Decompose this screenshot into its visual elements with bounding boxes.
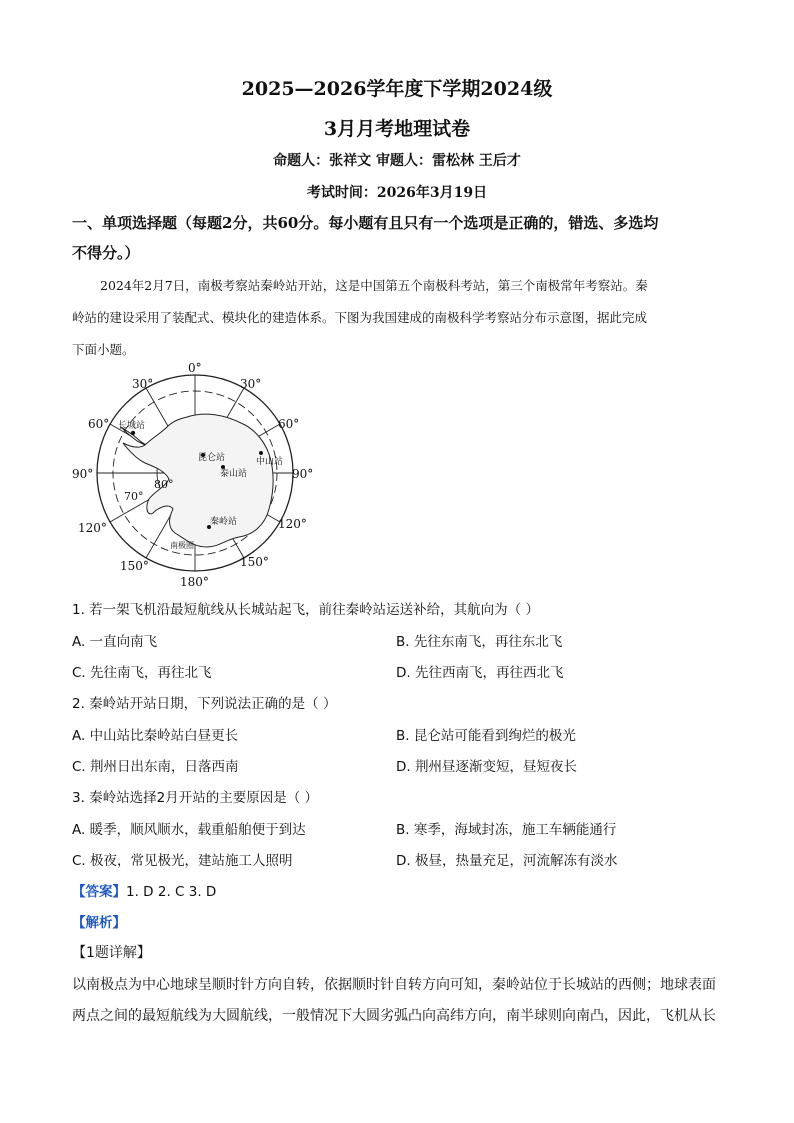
lat-label-80: 80°: [154, 478, 174, 491]
changcheng-station-label: 长城站: [118, 421, 146, 431]
question-3-stem: 3. 秦岭站选择2月开站的主要原因是（ ）: [72, 790, 319, 806]
lon-label-120w: 120°: [78, 521, 107, 535]
lon-label-180: 180°: [180, 575, 209, 589]
lat-label-70: 70°: [124, 490, 144, 503]
exam-authors: 命题人：张祥文 审题人：雷松林 王后才: [273, 153, 521, 169]
passage-line-2: 岭站的建设采用了装配式、模块化的建造体系。下图为我国建成的南极科学考察站分布示意图，据此完成: [72, 310, 648, 325]
taishan-station-label: 泰山站: [220, 469, 248, 479]
antarctic-circle-label: 南极圈: [170, 541, 194, 550]
question-3-option-d[interactable]: D. 极昼，热量充足，河流解冻有淡水: [396, 853, 618, 869]
lon-label-90w: 90°: [72, 467, 94, 481]
zhongshan-station-marker: [259, 451, 263, 455]
answer-row: [72, 880, 216, 900]
question-2-option-a[interactable]: A. 中山站比秦岭站白昼更长: [72, 728, 239, 744]
question-1-option-a[interactable]: A. 一直向南飞: [72, 634, 158, 650]
lon-label-90e: 90°: [292, 467, 314, 481]
passage-line-3: 下面小题。: [72, 342, 135, 357]
exam-title-line2: 3月月考地理试卷: [323, 118, 471, 140]
lon-label-60e: 60°: [278, 417, 300, 431]
lon-label-0: 0°: [188, 361, 202, 375]
question-3-option-b[interactable]: B. 寒季，海域封冻，施工车辆能通行: [396, 822, 617, 838]
question-2-option-b[interactable]: B. 昆仑站可能看到绚烂的极光: [396, 728, 576, 744]
analysis-q1-label: 【1题详解】: [72, 945, 151, 961]
exam-title-line1: 2025—2026学年度下学期2024级: [241, 78, 553, 100]
section-heading-cont: 不得分。）: [72, 244, 140, 262]
lon-label-150e: 150°: [240, 555, 269, 569]
antarctica-outline: [123, 414, 273, 547]
analysis-label: 【解析】: [72, 915, 126, 931]
qinling-station-label: 秦岭站: [210, 517, 238, 527]
answer-values: 1. D 2. C 3. D: [126, 884, 217, 900]
exam-time: 考试时间：2026年3月19日: [306, 185, 488, 201]
lon-label-120e: 120°: [278, 517, 307, 531]
lon-label-30e: 30°: [240, 377, 262, 391]
answer-label: 【答案】: [72, 884, 126, 900]
analysis-line-1: 以南极点为中心地球呈顺时针方向自转，依据顺时针自转方向可知，秦岭站位于长城站的西侧；地球表面: [72, 977, 716, 993]
question-1-option-c[interactable]: C. 先往南飞，再往北飞: [72, 665, 212, 681]
question-1-stem: 1. 若一架飞机沿最短航线从长城站起飞，前往秦岭站运送补给，其航向为（ ）: [72, 602, 539, 618]
changcheng-station-marker: [131, 431, 135, 435]
question-2-option-d[interactable]: D. 荆州昼逐渐变短，昼短夜长: [396, 759, 577, 775]
question-2-option-c[interactable]: C. 荆州日出东南，日落西南: [72, 759, 239, 775]
passage-line-1: 2024年2月7日，南极考察站秦岭站开站，这是中国第五个南极科考站，第三个南极常年考察站。秦: [100, 278, 648, 293]
question-3-option-a[interactable]: A. 暖季，顺风顺水，载重船舶便于到达: [72, 822, 306, 838]
lon-label-30w: 30°: [132, 377, 154, 391]
analysis-line-2: 两点之间的最短航线为大圆航线，一般情况下大圆劣弧凸向高纬方向，南半球则向南凸，因此，飞机从长: [72, 1008, 716, 1024]
question-1-option-d[interactable]: D. 先往西南飞，再往西北飞: [396, 665, 564, 681]
lon-label-150w: 150°: [120, 559, 149, 573]
kunlun-station-label: 昆仑站: [198, 453, 226, 463]
lon-label-60w: 60°: [88, 417, 110, 431]
section-heading: 一、单项选择题（每题2分，共60分。每小题有且只有一个选项是正确的，错选、多选均: [72, 214, 659, 232]
question-2-stem: 2. 秦岭站开站日期，下列说法正确的是（ ）: [72, 696, 337, 712]
antarctic-stations-map: [70, 360, 330, 590]
zhongshan-station-label: 中山站: [256, 457, 284, 467]
analysis-row: [72, 911, 126, 931]
question-1-option-b[interactable]: B. 先往东南飞，再往东北飞: [396, 634, 563, 650]
question-3-option-c[interactable]: C. 极夜，常见极光，建站施工人照明: [72, 853, 293, 869]
